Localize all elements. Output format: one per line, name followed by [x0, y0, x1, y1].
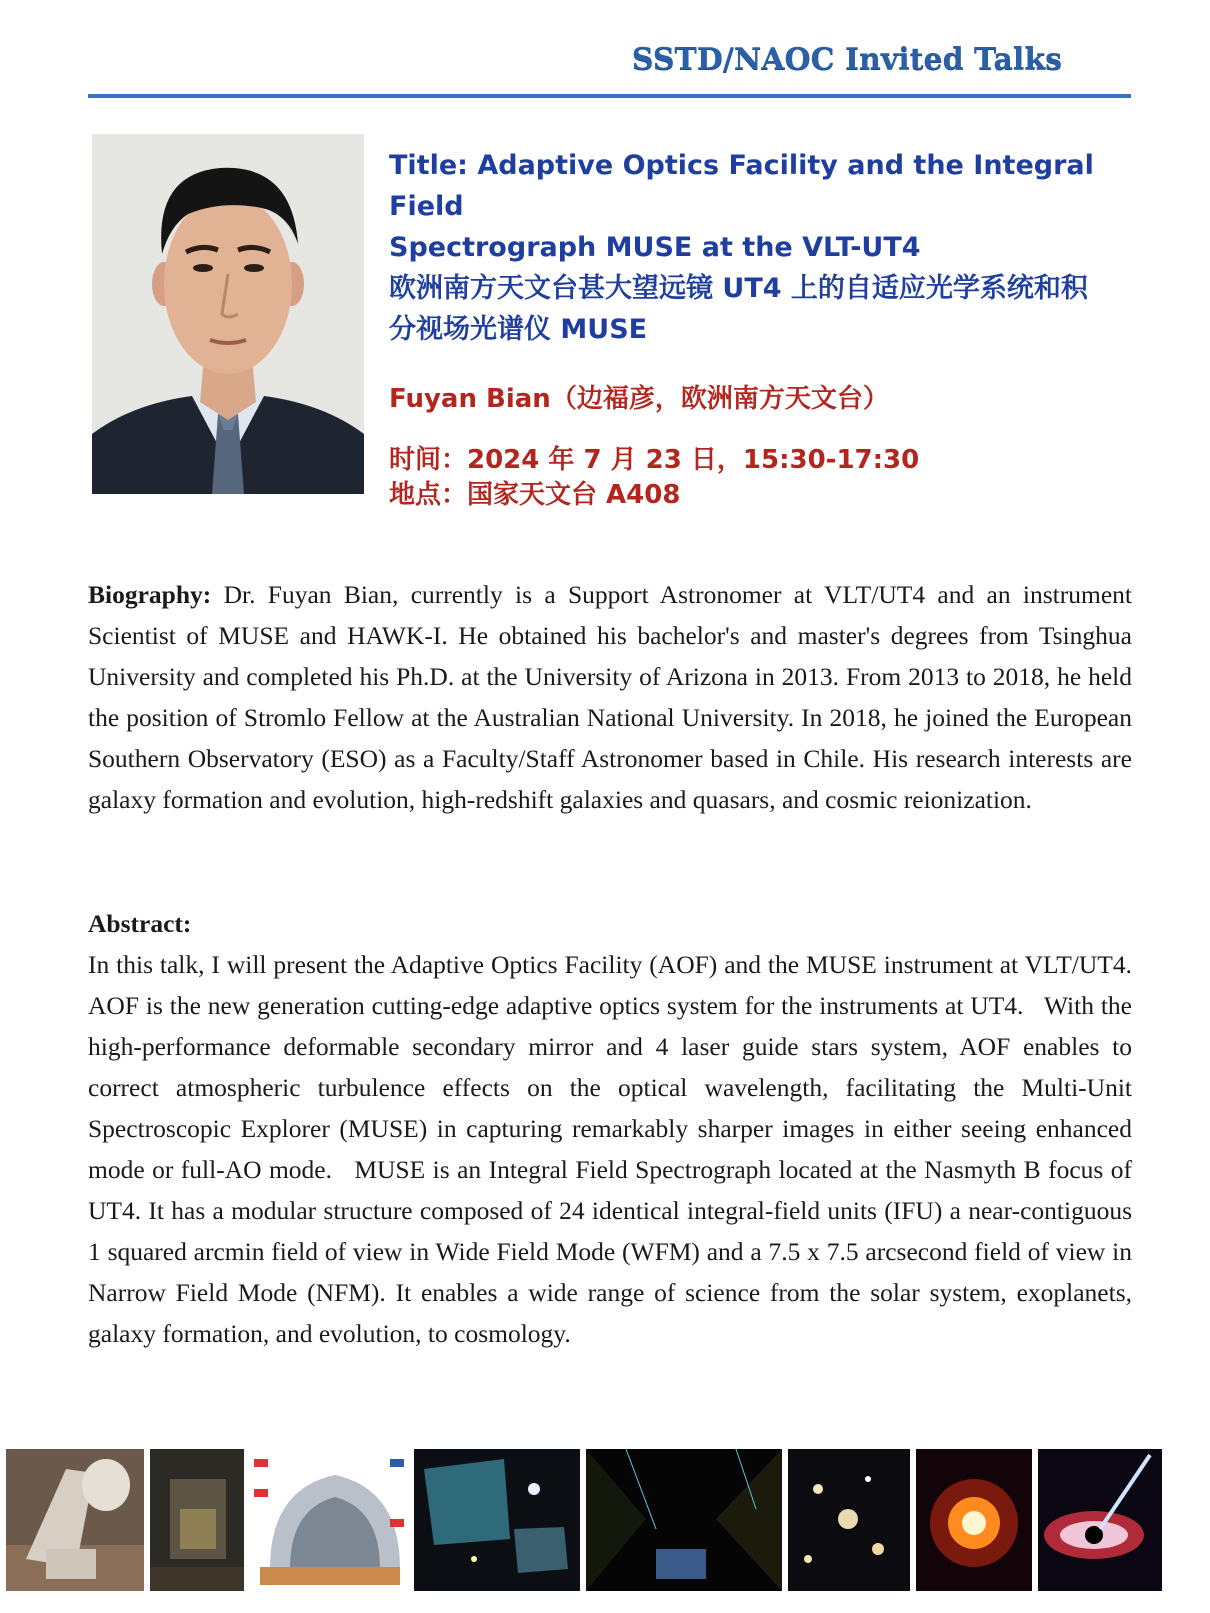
- telescope-structure-image: [150, 1449, 244, 1591]
- speaker-name: Fuyan Bian（边福彦，欧洲南方天文台）: [389, 384, 889, 414]
- telescope-dome-image: [6, 1449, 144, 1591]
- abstract-text: In this talk, I will present the Adaptive Optics Facility (AOF) and the MUSE instrument at VLT/UT4. AOF is the new generation cutting-edge adaptive optics system for the instruments at UT4. With the high-performance deformable secondary mirror and 4 laser guide stars system, AOF enables to correct atmospheric turbulence effects on the optical wavelength, facilitating the Multi-Unit Spectroscopic Explorer (MUSE) in capturing remarkably sharper images in either seeing enhanced mode or full-AO mode. MUSE is an Integral Field Spectrograph located at the Nasmyth B focus of UT4. It has a modular structure composed of 24 identical integral-field units (IFU) a near-contiguous 1 squared arcmin field of view in Wide Field Mode (WFM) and a 7.5 x 7.5 arcsecond field of view in Narrow Field Mode (NFM). It enables a wide range of science from the solar system, exoplanets, galaxy formation, and evolution, to cosmology.: [88, 950, 1132, 1348]
- talk-title-chinese: [389, 268, 1149, 350]
- talk-info: [389, 145, 1149, 513]
- biography-text: Dr. Fuyan Bian, currently is a Support Astronomer at VLT/UT4 and an instrument Scientist of MUSE and HAWK-I. He obtained his bachelor's and master's degrees from Tsinghua University and completed his Ph.D. at the University of Arizona in 2013. From 2013 to 2018, he held the position of Stromlo Fellow at the Australian National University. In 2018, he joined the European Southern Observatory (ESO) as a Faculty/Staff Astronomer based in Chile. His research interests are galaxy formation and evolution, high-redshift galaxies and quasars, and cosmic reionization.: [88, 580, 1132, 814]
- talk-title-chinese-line-2: 分视场光谱仪 MUSE: [389, 314, 648, 345]
- survey-map-image: [414, 1449, 580, 1591]
- biography-label: Biography:: [88, 580, 212, 609]
- speaker-portrait-image: [92, 134, 364, 494]
- speaker-photo: [92, 134, 364, 494]
- abstract-label: Abstract:: [88, 909, 192, 938]
- talk-title-line-2: Spectrograph MUSE at the VLT-UT4: [389, 232, 921, 263]
- header-divider: [88, 94, 1131, 98]
- talk-location: 地点：国家天文台 A408: [389, 480, 681, 510]
- galaxy-cluster-image: [788, 1449, 910, 1591]
- abstract-section: [88, 903, 1132, 1354]
- black-hole-jet-image: [1038, 1449, 1162, 1591]
- image-strip: [6, 1449, 1204, 1591]
- supernova-image: [916, 1449, 1032, 1591]
- talk-title: [389, 145, 1149, 268]
- field-map-image: [586, 1449, 782, 1591]
- talk-title-chinese-line-1: 欧洲南方天文台甚大望远镜 UT4 上的自适应光学系统和积: [389, 273, 1088, 304]
- biography-section: [88, 574, 1132, 820]
- header-title: SSTD/NAOC Invited Talks: [631, 42, 1062, 77]
- talk-time: 时间：2024 年 7 月 23 日，15:30-17:30: [389, 445, 920, 475]
- talk-title-line-1: Title: Adaptive Optics Facility and the Integral Field: [389, 150, 1094, 222]
- observatory-diagram-image: [250, 1449, 408, 1591]
